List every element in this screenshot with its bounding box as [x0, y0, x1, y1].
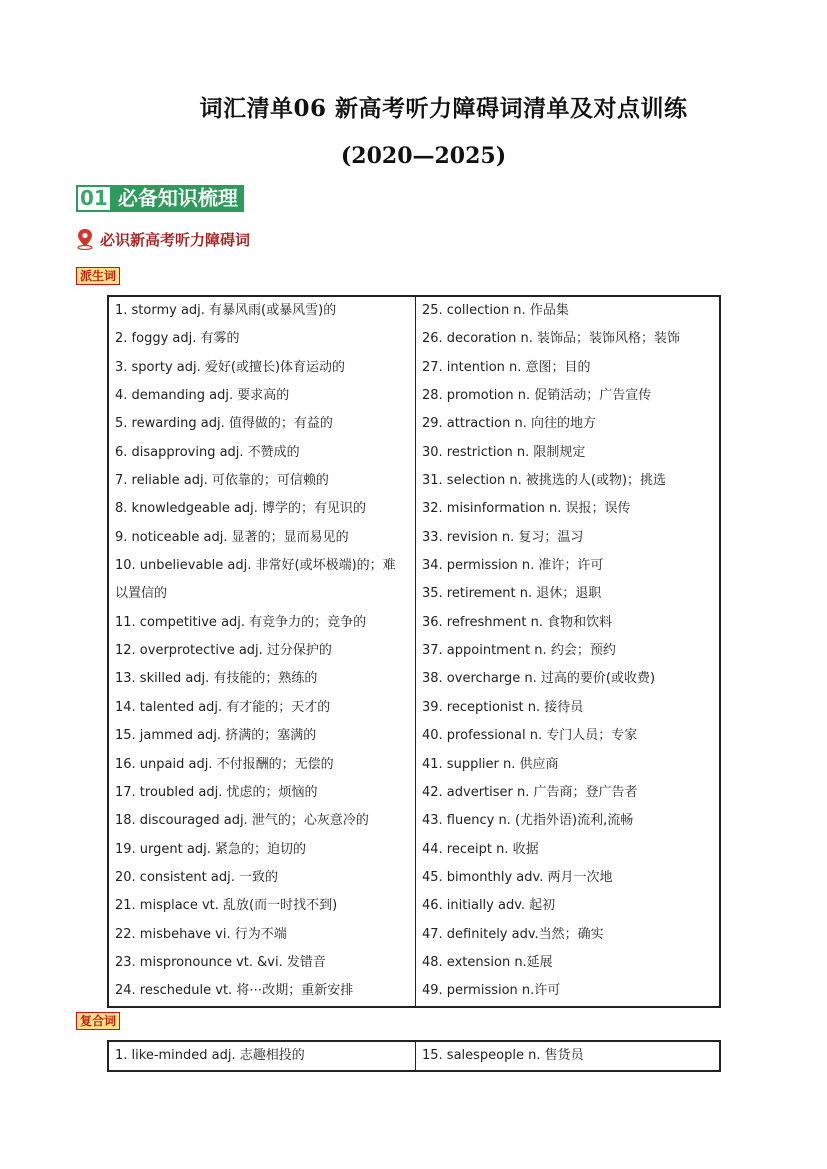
list-item: 26. decoration n. 装饰品；装饰风格；装饰 [422, 331, 681, 347]
list-item: 3. sporty adj. 爱好(或擅长)体育运动的 [115, 359, 346, 375]
subheading [76, 228, 250, 250]
table-row [108, 1041, 720, 1071]
list-item: 42. advertiser n. 广告商；登广告者 [422, 784, 638, 800]
tag-compound: 复合词 [76, 1012, 120, 1030]
list-item: 17. troubled adj. 忧虑的；烦恼的 [115, 784, 318, 800]
list-item: 23. mispronounce vt. &vi. 发错音 [115, 954, 326, 970]
derived-words-table [107, 295, 721, 1008]
left-column [108, 1041, 416, 1071]
list-item: 36. refreshment n. 食物和饮料 [422, 614, 613, 630]
list-item: 1. stormy adj. 有暴风雨(或暴风雪)的 [115, 303, 337, 318]
list-item: 45. bimonthly adv. 两月一次地 [422, 869, 613, 885]
tag-derived: 派生词 [76, 267, 120, 285]
list-item: 39. receptionist n. 接待员 [422, 699, 584, 715]
list-item: 10. unbelievable adj. 非常好(或坏极端)的；难 [115, 558, 396, 574]
list-item: 33. revision n. 复习；温习 [422, 529, 584, 545]
list-item: 11. competitive adj. 有竞争力的；竞争的 [115, 614, 367, 630]
section-badge [76, 185, 244, 212]
list-item: 30. restriction n. 限制规定 [422, 444, 586, 460]
table-row [108, 296, 720, 1007]
list-item: 24. reschedule vt. 将⋯改期；重新安排 [115, 983, 354, 999]
list-item: 19. urgent adj. 紧急的；迫切的 [115, 841, 306, 857]
list-item: 14. talented adj. 有才能的；天才的 [115, 699, 331, 715]
list-item: 21. misplace vt. 乱放(而一时找不到) [115, 898, 338, 914]
list-item: 48. extension n.延展 [422, 954, 553, 970]
list-item: 31. selection n. 被挑选的人(或物)；挑选 [422, 473, 667, 489]
list-item: 41. supplier n. 供应商 [422, 756, 559, 772]
list-item: 47. definitely adv.当然；确实 [422, 926, 604, 942]
list-item: 15. jammed adj. 挤满的；塞满的 [115, 728, 317, 744]
subheading-text: 必识新高考听力障碍词 [100, 230, 251, 249]
list-item: 40. professional n. 专门人员；专家 [422, 728, 638, 744]
list-item: 20. consistent adj. 一致的 [115, 869, 278, 885]
list-item: 7. reliable adj. 可依靠的；可信赖的 [115, 473, 329, 489]
list-item: 22. misbehave vi. 行为不端 [115, 926, 287, 942]
list-item: 37. appointment n. 约会；预约 [422, 643, 616, 659]
left-column [108, 296, 416, 1007]
right-column [416, 1041, 721, 1071]
list-item: 16. unpaid adj. 不付报酬的；无偿的 [115, 756, 334, 772]
page-subtitle: (2020—2025) [340, 143, 507, 169]
list-item: 8. knowledgeable adj. 博学的；有见识的 [115, 501, 367, 517]
list-item: 5. rewarding adj. 值得做的；有益的 [115, 416, 333, 432]
list-item: 4. demanding adj. 要求高的 [115, 388, 290, 404]
list-item: 6. disapproving adj. 不赞成的 [115, 444, 300, 460]
list-item: 35. retirement n. 退休；退职 [422, 586, 602, 602]
list-item: 27. intention n. 意图；目的 [422, 359, 591, 375]
location-pin-icon [76, 228, 94, 250]
list-item: 1. like-minded adj. 志趣相投的 [115, 1048, 305, 1063]
list-item: 49. permission n.许可 [422, 983, 561, 999]
list-item: 25. collection n. 作品集 [422, 303, 569, 318]
list-item: 44. receipt n. 收据 [422, 841, 539, 857]
list-item: 34. permission n. 准许；许可 [422, 558, 604, 574]
list-item: 43. fluency n. (尤指外语)流利,流畅 [422, 813, 634, 829]
list-item: 9. noticeable adj. 显著的；显而易见的 [115, 529, 349, 545]
list-item: 32. misinformation n. 误报；误传 [422, 501, 631, 517]
list-item: 29. attraction n. 向往的地方 [422, 416, 596, 432]
list-item: 2. foggy adj. 有雾的 [115, 331, 240, 347]
compound-words-table [107, 1040, 721, 1072]
list-item: 18. discouraged adj. 泄气的；心灰意冷的 [115, 813, 369, 829]
section-number: 01 [76, 185, 112, 212]
list-item: 13. skilled adj. 有技能的；熟练的 [115, 671, 318, 687]
list-item: 12. overprotective adj. 过分保护的 [115, 643, 332, 659]
section-label: 必备知识梳理 [112, 185, 244, 212]
page-title: 词汇清单06 新高考听力障碍词清单及对点训练 [199, 95, 688, 122]
list-item: 38. overcharge n. 过高的要价(或收费) [422, 671, 656, 687]
right-column [416, 296, 721, 1007]
list-item: 28. promotion n. 促销活动；广告宣传 [422, 388, 652, 404]
list-item: 46. initially adv. 起初 [422, 898, 556, 914]
list-item: 15. salespeople n. 售货员 [422, 1048, 584, 1063]
list-item-continuation: 以置信的 [115, 586, 168, 602]
